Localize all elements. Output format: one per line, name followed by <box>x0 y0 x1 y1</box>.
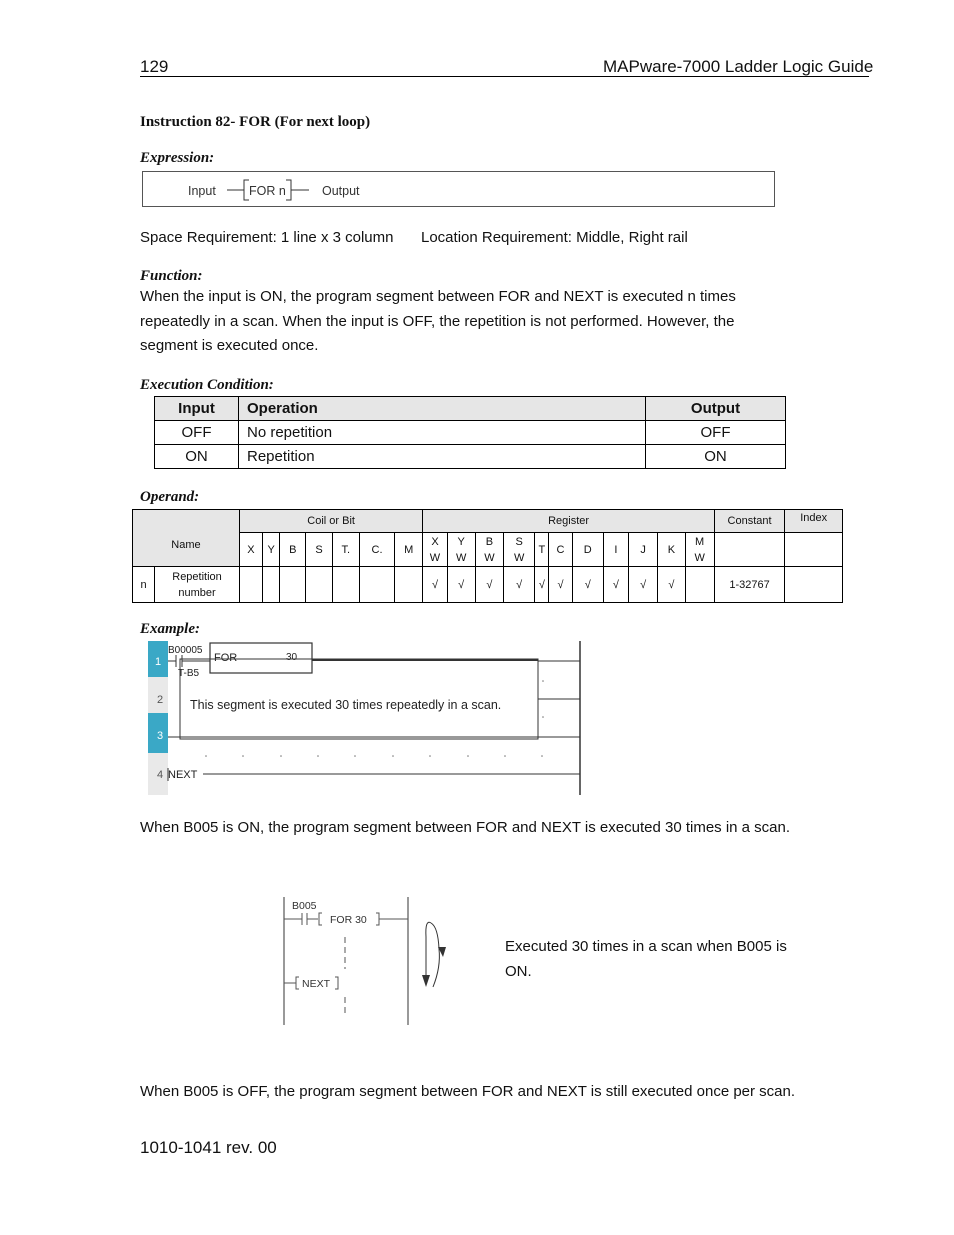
space-requirement: Space Requirement: 1 line x 3 column <box>140 229 394 246</box>
check-mark: √ <box>572 567 603 603</box>
table-row <box>155 445 786 469</box>
operand-col: B <box>280 533 306 567</box>
operand-name-line2: number <box>178 586 216 599</box>
operand-name <box>155 567 240 603</box>
operand-symbol: n <box>133 567 155 603</box>
expression-box <box>142 171 775 207</box>
operand-col: J <box>629 533 658 567</box>
example-ladder-screenshot <box>148 641 586 795</box>
operand-col: M <box>395 533 423 567</box>
operand-col: T <box>535 533 549 567</box>
expression-diagram <box>143 172 774 206</box>
operand-col-empty <box>714 533 785 567</box>
operand-col-empty <box>785 533 843 567</box>
rung-number: 2 <box>156 694 164 706</box>
table-row <box>155 421 786 445</box>
check-mark: √ <box>535 567 549 603</box>
operand-col <box>504 533 535 567</box>
operand-col: T. <box>332 533 359 567</box>
operand-name-line1: Repetition <box>172 570 222 583</box>
operand-col <box>475 533 503 567</box>
for-value: 30 <box>286 652 298 663</box>
exec-header-input: Input <box>155 397 239 421</box>
operand-col-line1: B <box>485 535 494 548</box>
function-line: repeatedly in a scan. When the input is OFF, the repetition is not performed. However, the <box>140 312 735 330</box>
operand-col-line1: S <box>515 535 523 548</box>
operand-group-constant: Constant <box>714 510 785 533</box>
expr-output-text: Output <box>322 184 360 198</box>
loop-diagram-svg <box>283 897 453 1025</box>
rung-number: 1 <box>154 656 162 668</box>
operand-col-line1: M <box>695 535 705 548</box>
for-30-text: FOR 30 <box>330 914 367 926</box>
exec-cell: ON <box>155 445 239 469</box>
contact2-label: T-B5 <box>178 668 200 679</box>
loop-diagram <box>283 897 453 1025</box>
operand-col-line1: X <box>431 535 439 548</box>
header-rule <box>140 76 869 77</box>
function-label: Function: <box>140 268 203 284</box>
operand-col: C. <box>359 533 394 567</box>
operand-col: K <box>658 533 685 567</box>
operand-col-line2: W <box>484 551 495 564</box>
example-caption: When B005 is ON, the program segment between FOR and NEXT is executed 30 times in a scan. <box>140 819 791 836</box>
operand-col: I <box>603 533 628 567</box>
exec-cell: OFF <box>155 421 239 445</box>
operand-cell <box>785 567 843 603</box>
next-label: NEXT <box>168 769 198 781</box>
operand-cell <box>306 567 332 603</box>
operand-cell <box>332 567 359 603</box>
operand-cell <box>359 567 394 603</box>
exec-cell: ON <box>646 445 786 469</box>
constant-value: 1-32767 <box>714 567 785 603</box>
loop-note-line: ON. <box>505 962 532 980</box>
ladder-diagram <box>148 641 586 795</box>
check-mark: √ <box>629 567 658 603</box>
operand-col <box>423 533 447 567</box>
operand-group-row <box>133 510 843 533</box>
operand-cell <box>239 567 262 603</box>
check-mark: √ <box>423 567 447 603</box>
check-mark: √ <box>447 567 475 603</box>
execution-header-row <box>155 397 786 421</box>
operand-cell <box>395 567 423 603</box>
operand-table <box>132 509 843 603</box>
check-mark: √ <box>603 567 628 603</box>
exec-cell: Repetition <box>239 445 646 469</box>
function-line: segment is executed once. <box>140 337 319 354</box>
function-text <box>140 285 840 359</box>
location-requirement: Location Requirement: Middle, Right rail <box>421 229 688 246</box>
execution-table <box>154 396 786 469</box>
operand-group-index: Index <box>785 510 843 533</box>
contact-label: B00005 <box>168 645 203 656</box>
instruction-title: Instruction 82- FOR (For next loop) <box>140 114 371 130</box>
next-text: NEXT <box>302 978 331 990</box>
operand-col: X <box>239 533 262 567</box>
operand-label: Operand: <box>140 489 200 505</box>
off-caption: When B005 is OFF, the program segment between FOR and NEXT is still executed once per scan. <box>140 1083 796 1100</box>
operand-col <box>447 533 475 567</box>
operand-col: D <box>572 533 603 567</box>
operand-cell <box>685 567 714 603</box>
check-mark: √ <box>658 567 685 603</box>
execution-label: Execution Condition: <box>140 377 274 393</box>
operand-col: Y <box>263 533 280 567</box>
operand-col: C <box>549 533 572 567</box>
expr-input-text: Input <box>188 184 216 198</box>
operand-column-row <box>133 533 843 567</box>
check-mark: √ <box>475 567 503 603</box>
exec-header-operation: Operation <box>239 397 646 421</box>
b005-label: B005 <box>292 900 317 912</box>
operand-cell <box>263 567 280 603</box>
operand-col-line2: W <box>429 551 441 564</box>
expression-label: Expression: <box>140 150 215 166</box>
example-label: Example: <box>140 621 200 637</box>
exec-cell: OFF <box>646 421 786 445</box>
operand-col <box>685 533 714 567</box>
operand-group-coil: Coil or Bit <box>239 510 423 533</box>
footer-revision: 1010-1041 rev. 00 <box>140 1138 277 1157</box>
rung-number: 4 <box>156 769 164 781</box>
check-mark: √ <box>504 567 535 603</box>
operand-col: S <box>306 533 332 567</box>
guide-title: MAPware-7000 Ladder Logic Guide <box>603 57 874 76</box>
operand-cell <box>280 567 306 603</box>
loop-note <box>505 935 815 984</box>
operand-col-line2: W <box>513 551 525 564</box>
operand-col-line2: W <box>694 551 705 564</box>
loop-note-line: Executed 30 times in a scan when B005 is <box>505 938 787 955</box>
expr-for-text: FOR n <box>249 184 286 198</box>
operand-name-header: Name <box>133 510 240 567</box>
for-label: FOR <box>214 652 238 664</box>
exec-cell: No repetition <box>239 421 646 445</box>
operand-col-line1: Y <box>457 535 465 548</box>
check-mark: √ <box>549 567 572 603</box>
table-row <box>133 567 843 603</box>
operand-col-line2: W <box>456 551 467 564</box>
function-line: When the input is ON, the program segment between FOR and NEXT is executed n times <box>140 288 736 305</box>
exec-header-output: Output <box>646 397 786 421</box>
segment-text: This segment is executed 30 times repeatedly in a scan. <box>190 698 502 712</box>
rung-number: 3 <box>156 730 164 742</box>
page-number: 129 <box>140 57 169 76</box>
operand-group-register: Register <box>423 510 714 533</box>
